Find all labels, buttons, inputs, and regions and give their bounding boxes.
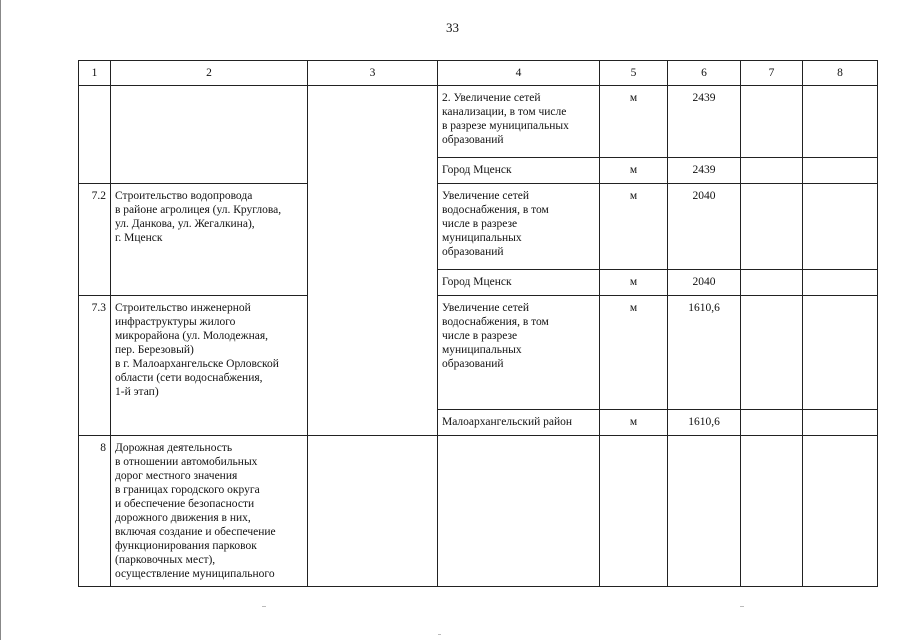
indicator-name: Увеличение сетей водоснабжения, в том числе в разрезе муниципальных образований [438,296,600,410]
value-cell: 2040 [668,184,741,270]
column-7-cell [741,158,803,184]
page-edge [0,0,1,640]
value-cell: 2040 [668,270,741,296]
column-3-cell [308,436,438,587]
scan-mark [438,634,441,635]
object-name [111,86,308,184]
unit-cell: м [600,410,668,436]
column-8-cell [803,410,878,436]
column-7-cell [741,296,803,410]
column-8-cell [803,296,878,410]
value-cell: 2439 [668,86,741,158]
table-row [79,436,878,587]
indicator-name: Город Мценск [438,158,600,184]
column-header-4: 4 [438,61,600,86]
value-cell: 1610,6 [668,296,741,410]
indicator-name [438,436,600,587]
indicator-name: Город Мценск [438,270,600,296]
column-header-6: 6 [668,61,741,86]
value-cell: 2439 [668,158,741,184]
column-header-3: 3 [308,61,438,86]
unit-cell: м [600,86,668,158]
indicator-name: 2. Увеличение сетей канализации, в том числе в разрезе муниципальных образований [438,86,600,158]
data-table [78,60,878,587]
column-7-cell [741,184,803,270]
unit-cell: м [600,158,668,184]
column-7-cell [741,86,803,158]
unit-cell: м [600,184,668,270]
row-number: 7.2 [79,184,111,296]
row-number: 7.3 [79,296,111,436]
page-number: 33 [446,20,459,35]
object-name: Строительство водопровода в районе агролицея (ул. Круглова, ул. Данкова, ул. Жегалкина), г. Мценск [111,184,308,296]
object-name: Строительство инженерной инфраструктуры жилого микрорайона (ул. Молодежная, пер. Березовый) в г. Малоархангельске Орловской области (сети водоснабжения, 1-й этап) [111,296,308,436]
column-header-1: 1 [79,61,111,86]
value-cell [668,436,741,587]
scan-mark [740,606,744,607]
column-7-cell [741,436,803,587]
column-8-cell [803,184,878,270]
column-7-cell [741,270,803,296]
scan-mark [262,606,266,607]
unit-cell: м [600,296,668,410]
row-number: 8 [79,436,111,587]
row-number [79,86,111,184]
table-row [79,184,878,270]
object-name-text: Дорожная деятельность в отношении автомобильных дорог местного значения в границах городского округа и обеспечение безопасности дорожного движения в них, включая создание и обеспечение функционирования парковок (парковочных мест), осуществление муниципального [115,442,276,580]
column-header-7: 7 [741,61,803,86]
column-8-cell [803,86,878,158]
column-7-cell [741,410,803,436]
indicator-name: Малоархангельский район [438,410,600,436]
column-header-5: 5 [600,61,668,86]
column-8-cell [803,436,878,587]
table-row [79,296,878,410]
header-row [79,61,878,86]
indicator-name: Увеличение сетей водоснабжения, в том числе в разрезе муниципальных образований [438,184,600,270]
column-3-cell [308,86,438,436]
column-8-cell [803,270,878,296]
object-name [111,436,308,587]
table-row [79,86,878,158]
column-header-2: 2 [111,61,308,86]
column-header-8: 8 [803,61,878,86]
unit-cell [600,436,668,587]
unit-cell: м [600,270,668,296]
value-cell: 1610,6 [668,410,741,436]
column-8-cell [803,158,878,184]
